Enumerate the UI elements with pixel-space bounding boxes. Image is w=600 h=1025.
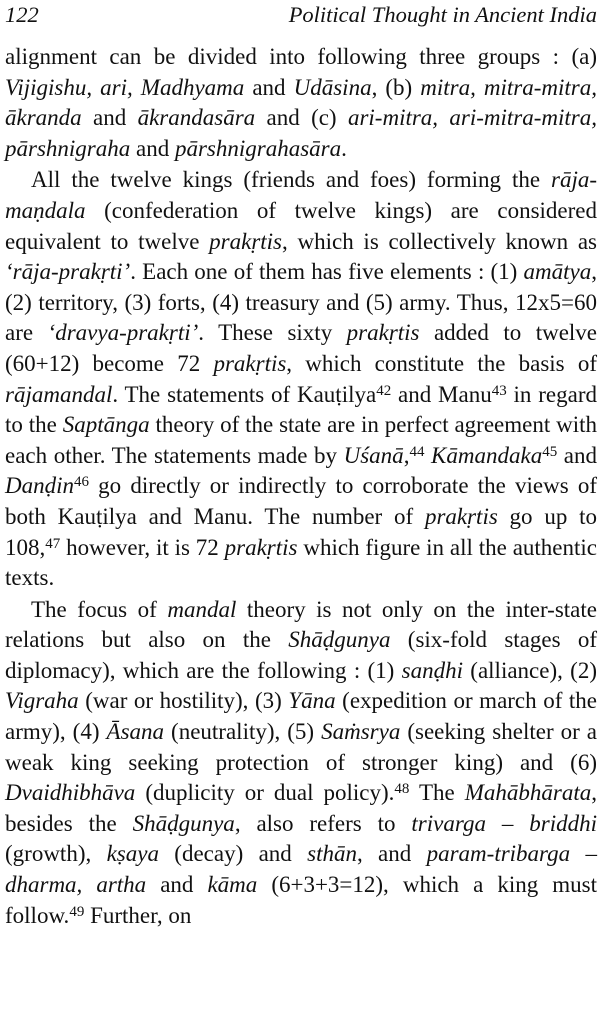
italic-term: param-tribarga – dharma, artha	[5, 841, 597, 898]
italic-term: amātya	[523, 259, 592, 285]
text-run: , and	[356, 841, 427, 867]
body-text	[5, 42, 597, 931]
text-run: added to twelve (60+12) become 72	[5, 320, 598, 376]
text-run: (seeking shelter or a weak king seeking protection of stronger king) and (6)	[5, 719, 597, 775]
footnote-ref: 45	[542, 443, 558, 460]
text-run: theory is not only on the inter-state relations but also on the	[5, 596, 597, 653]
text-run: , which constitute the basis of	[286, 350, 597, 376]
text-run: All the twelve kings (friends and foes) forming the	[31, 167, 551, 193]
italic-term: kṣaya	[106, 841, 159, 867]
italic-term: rāja-maṇdala	[5, 167, 597, 223]
text-run: theory of the state are in perfect agreement with each other. The statements made by	[5, 412, 597, 468]
paragraph-2	[5, 165, 597, 593]
footnote-ref: 48	[394, 781, 410, 798]
footnote-ref: 44	[409, 443, 425, 460]
running-title: Political Thought in Ancient India	[288, 2, 597, 27]
text-run: alignment can be divided into following three groups : (a)	[5, 44, 597, 69]
italic-term: kāma	[207, 872, 258, 898]
text-run: and	[81, 105, 138, 131]
italic-term: Shāḍgunya	[132, 810, 235, 836]
italic-term: prakṛtis	[424, 503, 498, 529]
text-run: and Manu	[391, 381, 492, 407]
italic-term: Danḍin	[5, 473, 74, 499]
text-run: . The statements of Kauṭilya	[112, 381, 377, 407]
italic-term: Udāsina	[293, 74, 372, 100]
footnote-ref: 46	[74, 474, 89, 491]
italic-term: Kāmandaka	[431, 442, 543, 468]
italic-term: sthān	[307, 841, 357, 867]
italic-term: Dvaidhibhāva	[5, 780, 136, 806]
footnote-ref: 47	[45, 535, 61, 552]
italic-term: Shāḍgunya	[288, 627, 391, 653]
text-run: (alliance), (2)	[463, 657, 597, 683]
text-run: (war or hostility), (3)	[78, 688, 289, 714]
text-run: (six-fold stages of diplomacy), which are the following : (1)	[5, 627, 597, 683]
text-run: .	[341, 135, 347, 161]
text-run: and	[146, 872, 208, 898]
italic-term: mandal	[167, 596, 237, 622]
text-run: , which is collectively known as	[282, 228, 597, 254]
italic-term: sanḍhi	[401, 657, 463, 683]
text-run: (decay) and	[158, 841, 308, 867]
italic-term: ‘dravya-prakṛti’	[47, 320, 199, 346]
footnote-ref: 42	[376, 382, 392, 399]
text-run: . Each one of them has five elements : (1)	[130, 259, 524, 285]
text-run: and	[244, 74, 294, 100]
italic-term: Saptānga	[62, 412, 150, 438]
text-run: which figure in all the authentic texts.	[5, 534, 597, 591]
page-number: 122	[5, 2, 39, 27]
footnote-ref: 49	[69, 903, 85, 920]
italic-term: ākrandasāra	[137, 105, 256, 131]
text-run: , (b)	[371, 74, 421, 100]
italic-term: Saṁsrya	[321, 719, 401, 745]
italic-term: prakṛtis	[346, 320, 420, 346]
running-head	[5, 0, 597, 42]
text-run: , (2) territory, (3) forts, (4) treasury and (5) army. Thus, 12x5=60 are	[5, 259, 597, 346]
italic-term: ari-mitra, ari-mitra-mitra, pārshnigraha	[5, 105, 597, 161]
text-run: Further, on	[84, 902, 192, 928]
text-run: go directly or indirectly to corroborate the views of both Kauṭilya and Manu. The number of	[5, 473, 597, 529]
text-run: go up to 108,	[5, 503, 598, 560]
text-run: , also refers to	[234, 810, 412, 836]
italic-term: trivarga – briddhi	[411, 810, 597, 836]
italic-term: Vigraha	[5, 688, 79, 714]
text-run: and	[557, 442, 597, 468]
text-run: in regard to the	[5, 381, 597, 438]
footnote-ref: 43	[491, 382, 507, 399]
text-run: The focus of	[31, 596, 168, 622]
italic-term: Āsana	[106, 719, 165, 745]
italic-term: prakṛtis	[209, 228, 283, 254]
text-run: and	[130, 135, 175, 161]
text-run: ,	[403, 442, 410, 468]
text-run: (duplicity or dual policy).	[135, 780, 395, 806]
italic-term: rājamandal	[5, 381, 113, 407]
text-run: The	[409, 780, 465, 806]
italic-term: pārshnigrahasāra	[174, 135, 342, 161]
text-run: and (c)	[255, 105, 348, 131]
italic-term: prakṛtis	[213, 350, 287, 376]
italic-term: ‘rāja-prakṛti’	[5, 259, 131, 285]
text-run: however, it is 72	[60, 534, 225, 560]
text-run: . These sixty	[198, 320, 347, 346]
paragraph-1	[5, 42, 597, 164]
text-run: , besides the	[5, 780, 597, 836]
italic-term: Yāna	[288, 688, 336, 714]
italic-term: Mahābhārata	[464, 780, 592, 806]
text-run: (expedition or march of the army), (4)	[5, 688, 597, 745]
italic-term: Vijigishu, ari, Madhyama	[5, 74, 245, 100]
paragraph-3	[5, 595, 597, 932]
text-run: (neutrality), (5)	[164, 719, 322, 745]
italic-term: Uśanā	[343, 442, 404, 468]
italic-term: prakṛtis	[224, 534, 298, 560]
text-run: (growth),	[5, 841, 107, 867]
italic-term: mitra, mitra-mitra, ākranda	[5, 74, 598, 131]
text-run: (6+3+3=12), which a king must follow.	[5, 872, 597, 928]
text-run: (confederation of twelve kings) are considered equivalent to twelve	[5, 197, 597, 254]
